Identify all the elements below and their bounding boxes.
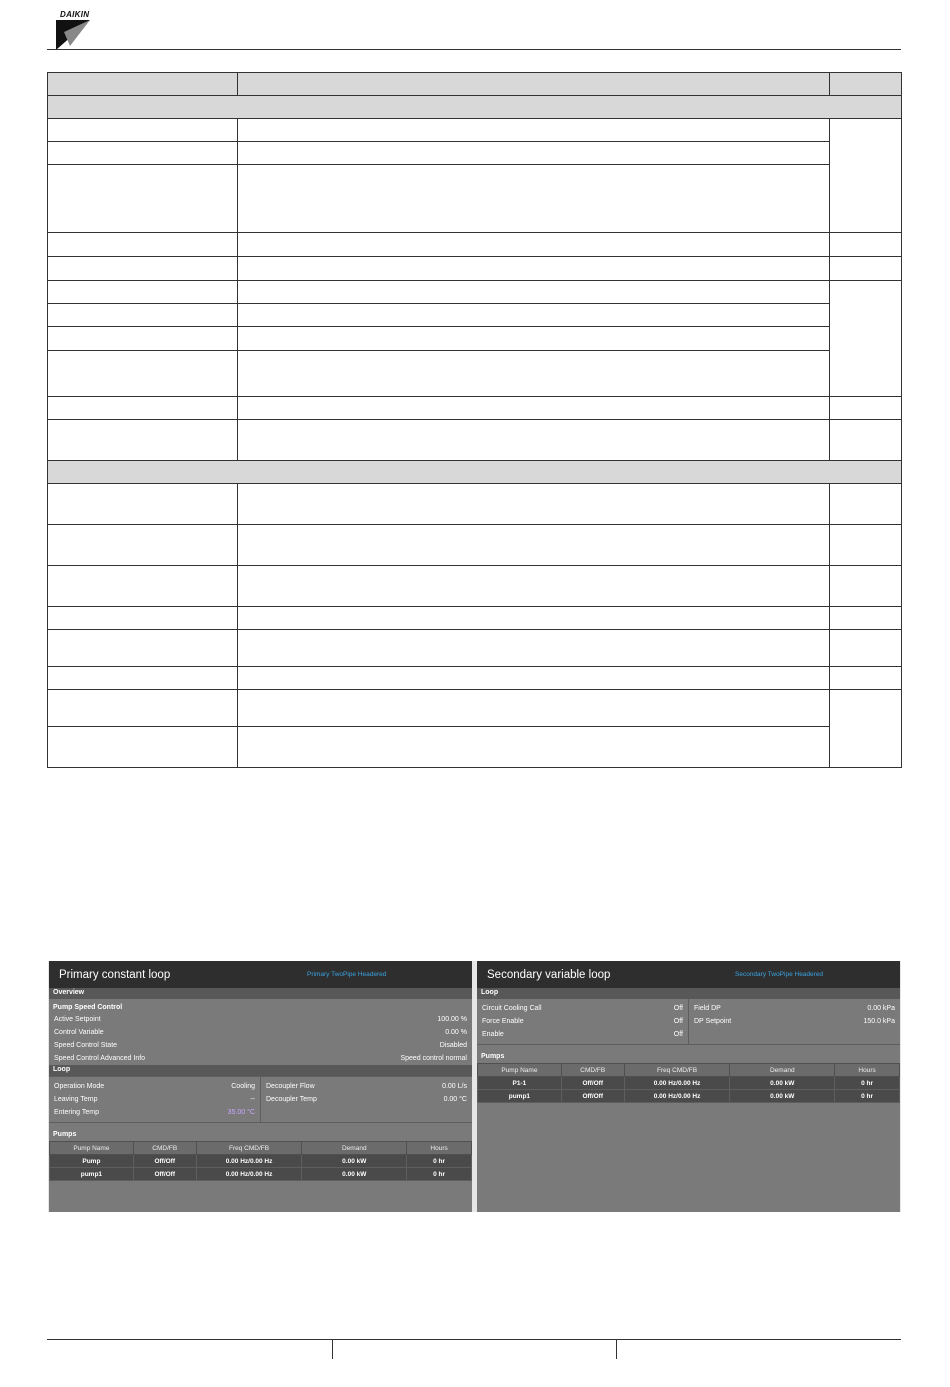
pumps-heading: Pumps [481,1053,505,1060]
table-row [48,233,902,257]
secondary-panel-header [477,961,900,988]
table-header-cell [829,73,901,96]
active-setpoint-row: Active Setpoint 100.00 % [54,1016,467,1023]
table-section-row [48,461,902,484]
daikin-logo [56,10,96,50]
table-row [48,420,902,461]
secondary-loop-panel [477,961,900,1212]
table-row [48,607,902,630]
secondary-pumps-table [477,1063,900,1103]
spec-table [47,72,902,768]
primary-panel-header [49,961,472,988]
table-row [48,667,902,690]
primary-loop-values [49,1076,472,1123]
footer-divider [616,1340,617,1359]
speed-control-advanced-info-row: Speed Control Advanced Info Speed control normal [54,1055,467,1062]
table-row [48,630,902,667]
primary-loop-panel [49,961,472,1212]
table-header-row [48,73,902,96]
table-row [48,165,902,233]
table-row[interactable]: Pump Off/Off 0.00 Hz/0.00 Hz 0.00 kW 0 hr [50,1155,472,1168]
table-row [48,351,902,397]
pumps-table-header: Pump Name CMD/FB Freq CMD/FB Demand Hours [478,1064,900,1077]
pump-speed-control-heading: Pump Speed Control [53,1004,123,1011]
field-dp-row: Field DP 0.00 kPa [694,1005,895,1012]
table-header-cell [238,73,830,96]
loop-panels-screenshot [48,961,901,1212]
table-row [48,690,902,727]
primary-panel-subtitle[interactable]: Primary TwoPipe Headered [307,971,387,978]
loop-section-bar: Loop [49,1065,472,1076]
primary-panel-title: Primary constant loop [59,968,171,981]
table-row [48,304,902,327]
table-row [48,327,902,351]
table-row [48,119,902,142]
table-row [48,142,902,165]
control-variable-row: Control Variable 0.00 % [54,1029,467,1036]
secondary-panel-title: Secondary variable loop [487,968,611,981]
table-row [48,281,902,304]
table-header-cell [48,73,238,96]
force-enable-row: Force Enable Off [482,1018,683,1025]
footer-divider [332,1340,333,1359]
decoupler-flow-row: Decoupler Flow 0.00 L/s [266,1083,467,1090]
circuit-cooling-call-row: Circuit Cooling Call Off [482,1005,683,1012]
overview-section-bar: Overview [49,988,472,999]
decoupler-temp-row: Decoupler Temp 0.00 °C [266,1096,467,1103]
table-row [48,257,902,281]
table-row [48,566,902,607]
speed-control-state-row: Speed Control State Disabled [54,1042,467,1049]
loop-section-bar: Loop [477,988,900,999]
pumps-table-header: Pump Name CMD/FB Freq CMD/FB Demand Hours [50,1142,472,1155]
pumps-heading: Pumps [53,1131,77,1138]
logo-triangle-icon [56,20,90,50]
table-section-row [48,96,902,119]
table-row [48,727,902,768]
dp-setpoint-row: DP Setpoint 150.0 kPa [694,1018,895,1025]
footer-rule [47,1339,901,1340]
secondary-loop-values [477,999,900,1045]
table-row [48,484,902,525]
table-row[interactable]: pump1 Off/Off 0.00 Hz/0.00 Hz 0.00 kW 0 hr [50,1168,472,1181]
table-row[interactable]: pump1 Off/Off 0.00 Hz/0.00 Hz 0.00 kW 0 hr [478,1090,900,1103]
table-row [48,525,902,566]
primary-pumps-table [49,1141,472,1181]
table-row[interactable]: P1-1 Off/Off 0.00 Hz/0.00 Hz 0.00 kW 0 hr [478,1077,900,1090]
table-row [48,397,902,420]
entering-temp-row: Entering Temp 35.00 °C [54,1109,255,1116]
operation-mode-row: Operation Mode Cooling [54,1083,255,1090]
enable-row: Enable Off [482,1031,683,1038]
brand-name: DAIKIN [60,10,90,19]
leaving-temp-row: Leaving Temp -- [54,1096,255,1103]
header-rule [47,49,901,50]
secondary-panel-subtitle[interactable]: Secondary TwoPipe Headered [735,971,824,978]
